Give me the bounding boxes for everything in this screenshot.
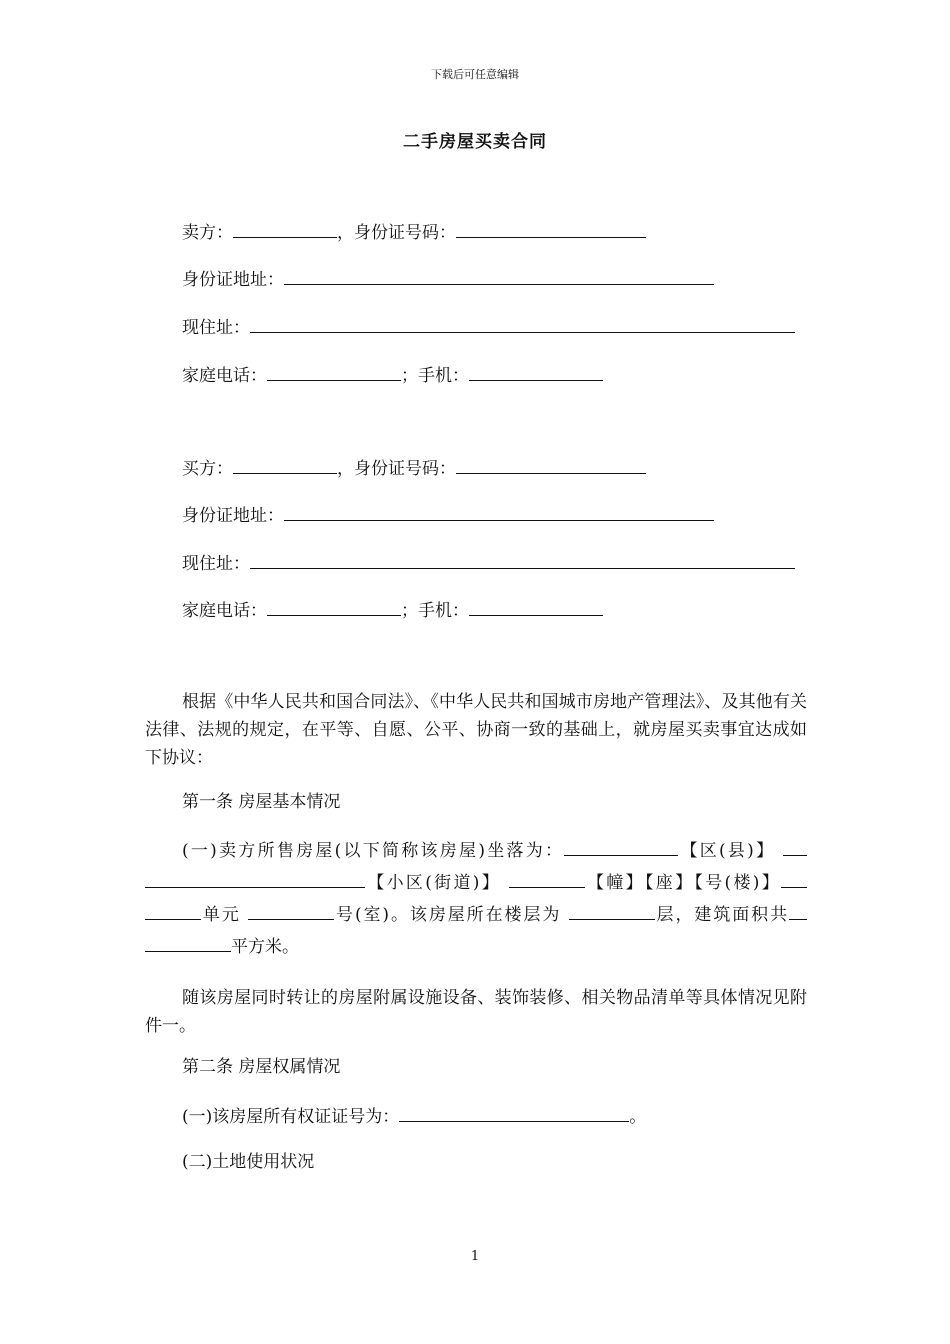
buyer-current-address-blank[interactable] <box>250 551 795 569</box>
seller-name-blank[interactable] <box>233 220 337 238</box>
buyer-current-address-label: 现住址： <box>182 554 250 574</box>
page-number: 1 <box>470 1249 480 1264</box>
buyer-id-label: ，身份证号码： <box>337 459 456 479</box>
buyer-id-address-blank[interactable] <box>284 503 714 521</box>
article2-heading: 第二条 房屋权属情况 <box>182 1057 341 1077</box>
floor-blank[interactable] <box>569 902 655 920</box>
seller-mobile-label: ；手机： <box>401 366 469 386</box>
buyer-id-address-line <box>182 503 714 527</box>
article2-clause2: (二)土地使用状况 <box>182 1152 315 1172</box>
seller-id-address-blank[interactable] <box>284 267 714 285</box>
seller-id-blank[interactable] <box>456 220 646 238</box>
area-blank-b[interactable] <box>145 934 231 952</box>
document-title: 二手房屋买卖合同 <box>403 132 547 152</box>
room-label: 号(室)。该房屋所在楼层为 <box>334 905 562 925</box>
area-blank-a[interactable] <box>789 902 807 920</box>
buyer-id-blank[interactable] <box>456 456 646 474</box>
seller-id-label: ，身份证号码： <box>337 223 456 243</box>
seller-current-address-blank[interactable] <box>250 315 795 333</box>
seller-id-address-line <box>182 267 714 291</box>
floor-label: 层，建筑面积共 <box>654 905 790 925</box>
community-blank[interactable] <box>509 870 585 888</box>
seller-id-address-label: 身份证地址： <box>182 270 284 290</box>
seller-current-address-label: 现住址： <box>182 318 250 338</box>
seller-current-address-line <box>182 315 795 339</box>
buyer-mobile-label: ；手机： <box>401 601 469 621</box>
buyer-phone-line <box>182 598 603 622</box>
buyer-current-address-line <box>182 551 795 575</box>
building-blank-b[interactable] <box>145 902 201 920</box>
article1-clause2: 随该房屋同时转让的房屋附属设施设备、装饰装修、相关物品清单等具体情况见附件一。 <box>145 988 807 1036</box>
district-blank-b[interactable] <box>145 870 365 888</box>
unit-label: 单元 <box>201 905 241 925</box>
location-blank[interactable] <box>564 838 678 856</box>
ownership-cert-blank[interactable] <box>399 1104 629 1122</box>
article2-clause1-label: (一)该房屋所有权证证号为： <box>182 1107 400 1127</box>
buyer-home-phone-label: 家庭电话： <box>182 601 267 621</box>
area-unit: 平方米。 <box>231 937 299 957</box>
room-blank[interactable] <box>248 902 334 920</box>
buyer-mobile-blank[interactable] <box>469 598 603 616</box>
building-brackets: 【幢】【座】【号(楼)】 <box>584 873 782 893</box>
buyer-name-blank[interactable] <box>233 456 337 474</box>
seller-home-phone-blank[interactable] <box>267 363 401 381</box>
seller-label: 卖方： <box>182 223 233 243</box>
seller-mobile-blank[interactable] <box>469 363 603 381</box>
page-header-note: 下载后可任意编辑 <box>431 68 519 81</box>
community-bracket: 【小区(街道)】 <box>365 873 502 893</box>
article1-heading: 第一条 房屋基本情况 <box>182 792 341 812</box>
buyer-label: 买方： <box>182 459 233 479</box>
building-blank-a[interactable] <box>781 870 807 888</box>
seller-phone-line <box>182 363 603 387</box>
article2-clause1-end: 。 <box>629 1107 647 1127</box>
intro-paragraph: 根据《中华人民共和国合同法》、《中华人民共和国城市房地产管理法》、及其他有关法律、法规的规定，在平等、自愿、公平、协商一致的基础上，就房屋买卖事宜达成如下协议： <box>145 692 807 768</box>
seller-line <box>182 220 646 244</box>
article2-clause1 <box>182 1104 646 1128</box>
buyer-id-address-label: 身份证地址： <box>182 506 284 526</box>
district-blank-a[interactable] <box>783 838 807 856</box>
article1-clause1-text-a: (一)卖方所售房屋(以下简称该房屋)坐落为： <box>182 841 565 861</box>
buyer-line <box>182 456 646 480</box>
seller-home-phone-label: 家庭电话： <box>182 366 267 386</box>
buyer-home-phone-blank[interactable] <box>267 598 401 616</box>
district-bracket: 【区(县)】 <box>678 841 776 861</box>
article1-clause1 <box>145 835 807 963</box>
